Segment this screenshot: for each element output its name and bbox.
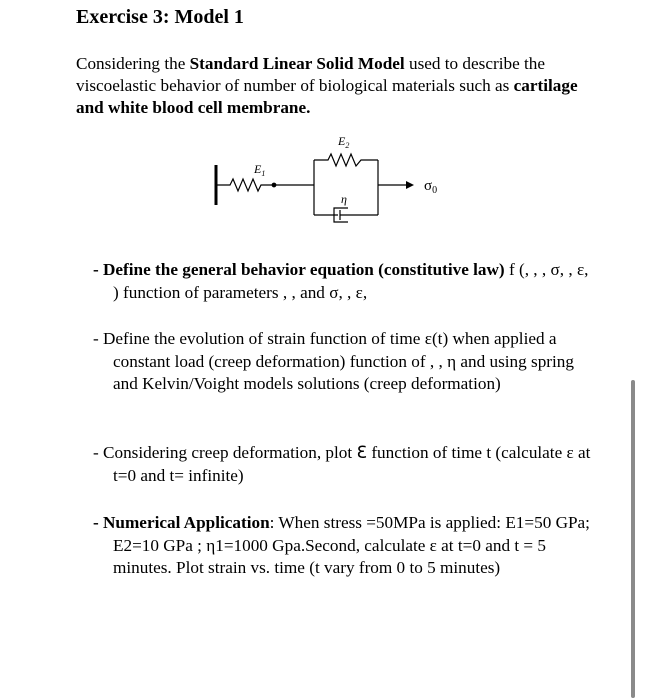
exercise-title: Exercise 3: Model 1 [76,6,244,28]
intro-text-2: used to describe the viscoelastic behavior of number of biological materials such as [76,54,545,95]
spring-e1 [216,179,276,191]
sls-model-diagram [210,130,450,230]
task-item-1 [93,259,593,304]
label-sigma0: $\sigma_0$ [424,178,438,196]
task-item-4 [93,512,593,580]
intro-text-1: Considering the [76,54,190,73]
load-arrow-icon [406,181,414,189]
task-4-text: : When stress =50MPa is applied: E1=50 GPa; E2=10 GPa ; η1=1000 Gpa.Second, calculate ε at t=0 and t = 5 minutes. Plot strain vs. time (t vary from 0 to 5 minutes) [113,513,590,577]
intro-bold-model: Standard Linear Solid Model [189,54,405,73]
label-e2: $E_2$ [338,134,350,150]
dashpot-eta [314,208,378,222]
vertical-scrollbar[interactable] [631,380,635,698]
task-item-2: - Define the evolution of strain function of time ε(t) when applied a constant load (creep deformation) function of , , η and using spring and Kelvin/Voight models solutions (creep deformation) [93,329,574,393]
task-4-bold: - Numerical Application [93,513,270,532]
label-e1: $E_1$ [254,162,266,178]
intro-paragraph [76,53,581,119]
spring-e2 [314,154,378,166]
label-eta: η [341,192,347,206]
task-1-text: f (, , , σ, , ε, ) function of parameters , , and σ, , ε, [113,260,589,302]
intro-bold-materials: cartilage and white blood cell membrane. [76,76,578,117]
task-1-bold: - Define the general behavior equation (constitutive law) [93,260,505,279]
task-item-3: - Considering creep deformation, plot ℇ function of time t (calculate ε at t=0 and t= infinite) [93,443,591,485]
